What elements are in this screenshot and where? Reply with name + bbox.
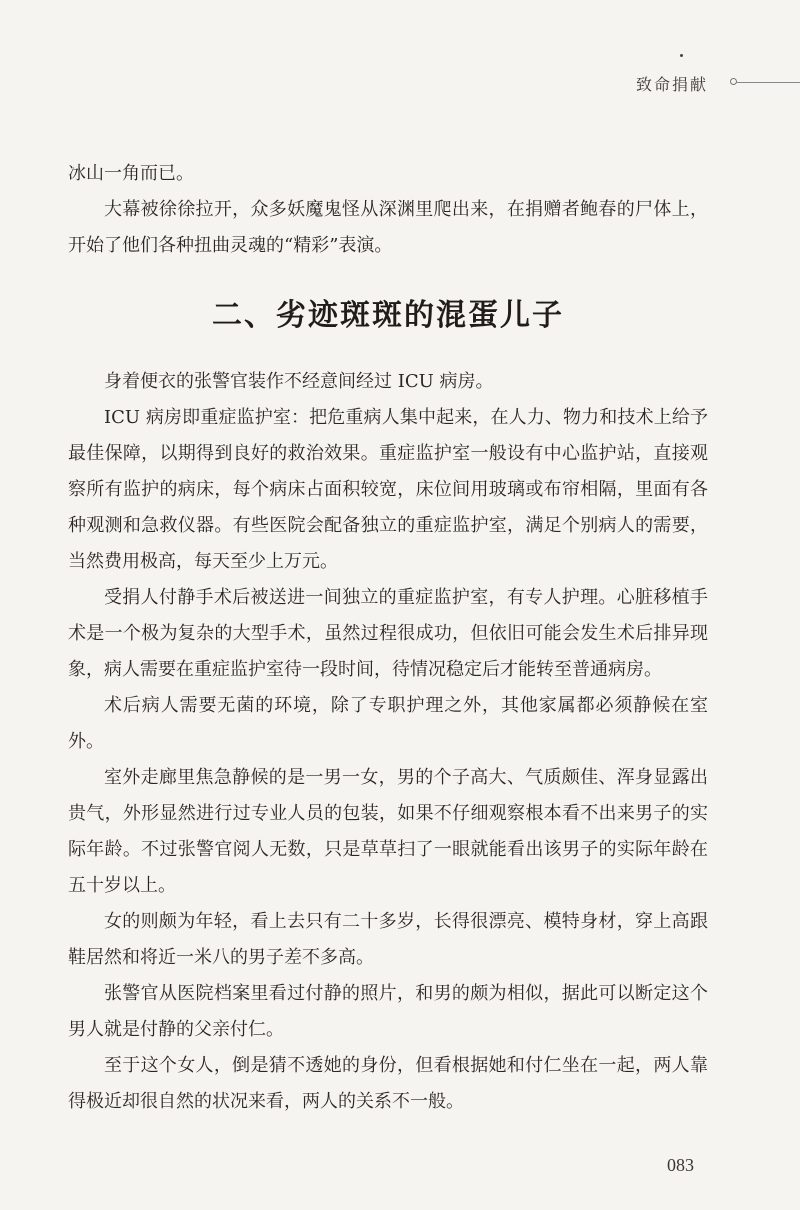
paragraph: 大幕被徐徐拉开，众多妖魔鬼怪从深渊里爬出来，在捐赠者鲍春的尸体上，开始了他们各种扭曲灵魂的“精彩”表演。 xyxy=(68,199,708,256)
header-dot-mark xyxy=(680,54,683,57)
section-title: 二、劣迹斑斑的混蛋儿子 xyxy=(212,298,564,333)
header-rule-line xyxy=(736,82,800,83)
paragraph: 身着便衣的张警官装作不经意间经过 ICU 病房。 xyxy=(104,371,494,392)
paragraph: 室外走廊里焦急静候的是一男一女，男的个子高大、气质颇佳、浑身显露出贵气，外形显然进行过专业人员的包装，如果不仔细观察根本看不出来男子的实际年龄。不过张警官阅人无数，只是草草扫了一眼就能看出该男子的实际年龄在五十岁以上。 xyxy=(68,767,708,896)
paragraph: ICU 病房即重症监护室：把危重病人集中起来，在人力、物力和技术上给予最佳保障，以期得到良好的救治效果。重症监护室一般设有中心监护站，直接观察所有监护的病床，每个病床占面积较宽，床位间用玻璃或布帘相隔，里面有各种观测和急救仪器。有些医院会配备独立的重症监护室，满足个别病人的需要，当然费用极高，每天至少上万元。 xyxy=(68,407,708,572)
opening-fragment: 冰山一角而已。 xyxy=(68,163,194,184)
paragraph: 女的则颇为年轻，看上去只有二十多岁，长得很漂亮、模特身材，穿上高跟鞋居然和将近一米八的男子差不多高。 xyxy=(68,911,708,968)
page-number: 083 xyxy=(667,1155,694,1175)
paragraph: 术后病人需要无菌的环境，除了专职护理之外，其他家属都必须静候在室外。 xyxy=(68,695,708,752)
running-header-title: 致命捐献 xyxy=(636,75,709,94)
paragraph: 受捐人付静手术后被送进一间独立的重症监护室，有专人护理。心脏移植手术是一个极为复杂的大型手术，虽然过程很成功，但依旧可能会发生术后排异现象，病人需要在重症监护室待一段时间，待情况稳定后才能转至普通病房。 xyxy=(68,587,708,680)
paragraph: 至于这个女人，倒是猜不透她的身份，但看根据她和付仁坐在一起，两人靠得极近却很自然的状况来看，两人的关系不一般。 xyxy=(68,1055,708,1112)
paragraph: 张警官从医院档案里看过付静的照片，和男的颇为相似，据此可以断定这个男人就是付静的父亲付仁。 xyxy=(68,983,708,1040)
body-text xyxy=(68,156,708,1120)
